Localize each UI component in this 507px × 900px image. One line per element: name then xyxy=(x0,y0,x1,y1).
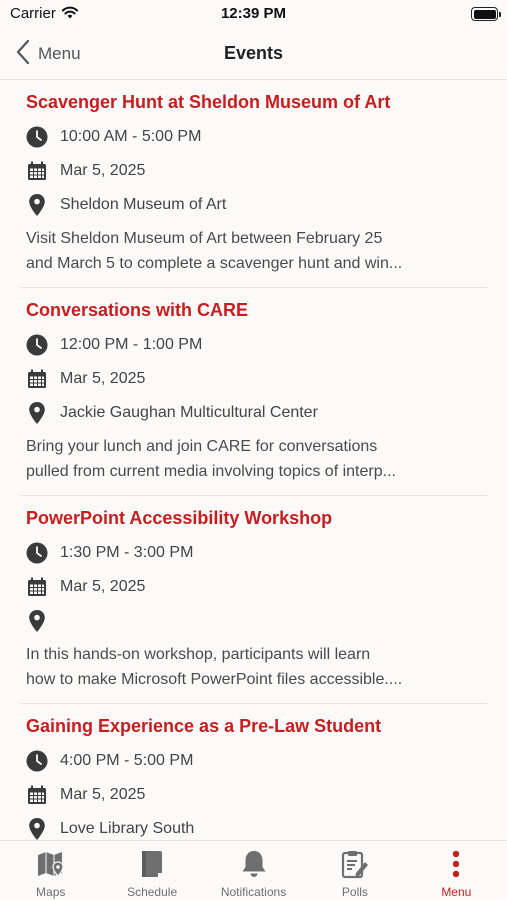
page-title: Events xyxy=(223,43,284,63)
event-description-line: In this hands-on workshop, participants will learn xyxy=(26,646,371,663)
event-date-row xyxy=(26,367,146,391)
calendar-icon xyxy=(26,367,48,391)
event-list[interactable] xyxy=(0,80,507,840)
clock-icon xyxy=(26,541,48,565)
event-title: PowerPoint Accessibility Workshop xyxy=(26,508,333,528)
event-title: Gaining Experience as a Pre-Law Student xyxy=(26,716,382,736)
carrier-label: Carrier xyxy=(10,5,56,22)
event-time-row xyxy=(26,749,194,773)
back-button-label: Menu xyxy=(38,44,81,63)
calendar-icon xyxy=(26,159,48,183)
calendar-icon xyxy=(26,575,48,599)
event-time-row xyxy=(26,333,203,357)
tab-maps[interactable] xyxy=(0,841,101,900)
bell-icon xyxy=(203,847,304,881)
event-location: Love Library South xyxy=(60,820,195,837)
tab-label: Maps xyxy=(36,885,66,899)
vertical-dots-icon xyxy=(406,847,507,881)
event-time: 4:00 PM - 5:00 PM xyxy=(60,752,194,769)
location-pin-icon xyxy=(26,609,48,633)
tab-notifications[interactable] xyxy=(203,841,304,900)
map-pin-icon xyxy=(0,847,101,881)
event-date: Mar 5, 2025 xyxy=(60,786,146,803)
calendar-icon xyxy=(26,783,48,807)
tab-polls[interactable] xyxy=(304,841,405,900)
event-description-line: and March 5 to complete a scavenger hunt and win... xyxy=(26,255,403,272)
event-description xyxy=(26,434,486,484)
event-location: Jackie Gaughan Multicultural Center xyxy=(60,404,318,421)
event-description-line: Bring your lunch and join CARE for conversations xyxy=(26,438,378,455)
event-location: Sheldon Museum of Art xyxy=(60,196,227,213)
tab-label: Polls xyxy=(341,885,368,899)
event-description xyxy=(26,226,486,276)
event-location-row xyxy=(26,817,195,840)
clock-icon xyxy=(26,333,48,357)
event-card[interactable] xyxy=(0,80,507,288)
event-title: Conversations with CARE xyxy=(26,300,249,320)
event-date: Mar 5, 2025 xyxy=(60,578,146,595)
tab-menu[interactable] xyxy=(406,841,507,900)
status-time: 12:39 PM xyxy=(220,5,287,22)
battery-icon xyxy=(471,7,498,21)
event-date-row xyxy=(26,783,146,807)
event-date: Mar 5, 2025 xyxy=(60,370,146,387)
book-icon xyxy=(101,847,202,881)
status-bar xyxy=(0,0,507,30)
event-description-line: how to make Microsoft PowerPoint files accessible.... xyxy=(26,671,403,688)
tab-bar xyxy=(0,840,507,900)
event-card[interactable] xyxy=(0,704,507,840)
navigation-bar xyxy=(0,30,507,80)
event-time: 10:00 AM - 5:00 PM xyxy=(60,128,202,145)
location-pin-icon xyxy=(26,401,48,425)
event-description-line: pulled from current media involving topics of interp... xyxy=(26,463,396,480)
location-pin-icon xyxy=(26,817,48,840)
event-location-row xyxy=(26,193,227,217)
event-location-row xyxy=(26,609,48,633)
tab-schedule[interactable] xyxy=(101,841,202,900)
event-location-row xyxy=(26,401,318,425)
event-time-row xyxy=(26,125,202,149)
event-description xyxy=(26,642,486,692)
event-description-line: Visit Sheldon Museum of Art between February 25 xyxy=(26,230,383,247)
event-title: Scavenger Hunt at Sheldon Museum of Art xyxy=(26,92,391,112)
event-card[interactable] xyxy=(0,288,507,496)
event-card[interactable] xyxy=(0,496,507,704)
location-pin-icon xyxy=(26,193,48,217)
clock-icon xyxy=(26,749,48,773)
tab-label: Menu xyxy=(441,885,472,899)
event-date: Mar 5, 2025 xyxy=(60,162,146,179)
event-time-row xyxy=(26,541,194,565)
clipboard-edit-icon xyxy=(304,847,405,881)
clock-icon xyxy=(26,125,48,149)
tab-label: Notifications xyxy=(220,885,287,899)
event-date-row xyxy=(26,575,146,599)
event-time: 1:30 PM - 3:00 PM xyxy=(60,544,194,561)
event-time: 12:00 PM - 1:00 PM xyxy=(60,336,203,353)
event-date-row xyxy=(26,159,146,183)
tab-label: Schedule xyxy=(127,885,178,899)
